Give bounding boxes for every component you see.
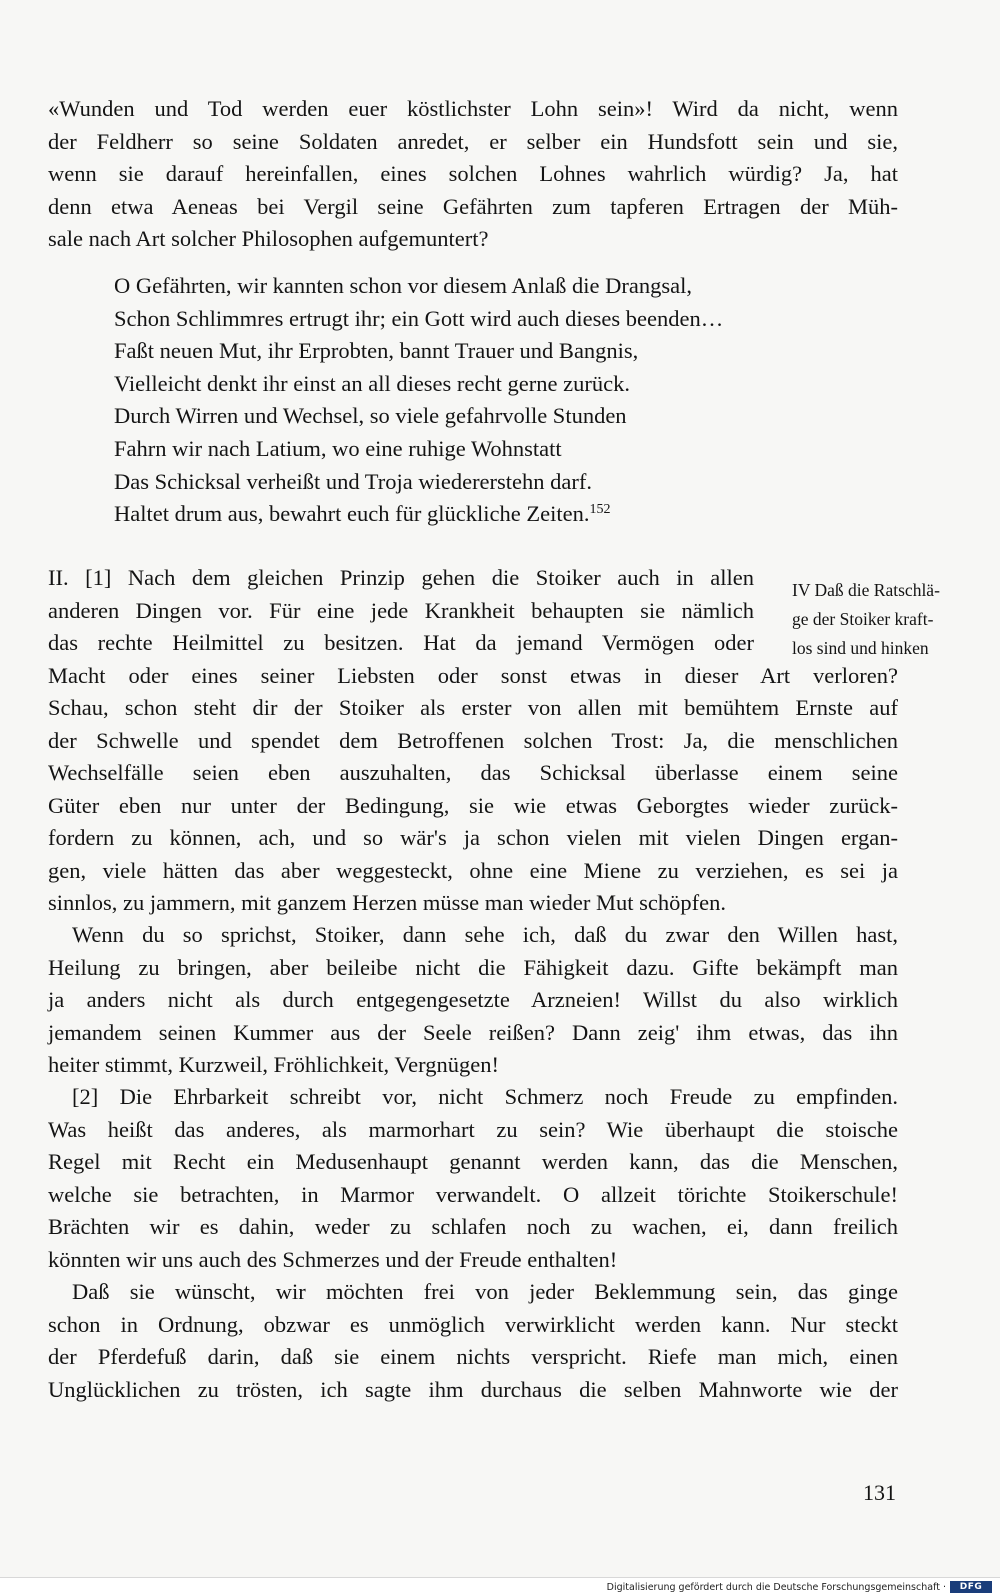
text-line: II. [1] Nach dem gleichen Prinzip gehen die Stoiker auch in allen [48, 565, 754, 590]
footnote-marker: 152 [589, 502, 611, 518]
text-line: der Feldherr so seine Soldaten anredet, er selber ein Hundsfott sein und sie, [48, 128, 898, 154]
text-line: sale nach Art solcher Philosophen aufgemuntert? [48, 226, 489, 251]
verse-line: Vielleicht denkt ihr einst an all dieses recht gerne zurück. [114, 370, 630, 396]
verse-line-last [114, 498, 854, 531]
text-line: könnten wir uns auch des Schmerzes und der Freude enthalten! [48, 1246, 618, 1272]
dfg-logo-icon: DFG [950, 1581, 992, 1593]
text-line: Macht oder eines seiner Liebsten oder sonst etwas in dieser Art verloren? [48, 662, 898, 688]
footer-text: Digitalisierung gefördert durch die Deutsche Forschungsgemeinschaft · [606, 1582, 946, 1593]
text-line: das rechte Heilmittel zu besitzen. Hat da jemand Vermögen oder [48, 630, 754, 655]
text-line: Was heißt das anderes, als marmorhart zu sein? Wie überhaupt die stoische [48, 1116, 898, 1142]
text-line: heiter stimmt, Kurzweil, Fröhlichkeit, Vergnügen! [48, 1052, 499, 1077]
text-line: Brächten wir es dahin, weder zu schlafen noch zu wachen, ei, dann freilich [48, 1214, 898, 1239]
verse-line: Faßt neuen Mut, ihr Erprobten, bannt Trauer und Bangnis, [114, 338, 639, 364]
paragraph-4 [48, 1081, 898, 1276]
text-line: Wenn du so sprichst, Stoiker, dann sehe ich, daß du zwar den Willen hast, [72, 922, 898, 947]
text-line: anderen Dingen vor. Für eine jede Krankheit behaupten sie nämlich [48, 597, 754, 623]
text-line: Heilung zu bringen, aber beileibe nicht die Fähigkeit dazu. Gifte bekämpft man [48, 954, 898, 980]
text-line: fordern zu können, ach, und so wär's ja schon vielen mit vielen Dingen ergan- [48, 825, 898, 850]
text-line: jemandem seinen Kummer aus der Seele reißen? Dann zeig' ihm etwas, das ihn [48, 1019, 898, 1045]
margin-note [792, 576, 1000, 663]
text-line: [2] Die Ehrbarkeit schreibt vor, nicht Schmerz noch Freude zu empfinden. [72, 1084, 898, 1109]
verse-line: Das Schicksal verheißt und Troja wiedererstehn darf. [114, 468, 593, 494]
margin-note-line: ge der Stoiker kraft- [792, 609, 934, 629]
paragraph-2 [48, 562, 898, 920]
verse-line-text: Haltet drum aus, bewahrt euch für glückliche Zeiten. [114, 501, 590, 527]
text-line: Schau, schon steht dir der Stoiker als erster von allen mit bemühtem Ernste auf [48, 695, 898, 720]
text-line: Unglücklichen zu trösten, ich sagte ihm durchaus die selben Mahnworte wie der [48, 1376, 898, 1402]
page-number: 131 [863, 1480, 896, 1505]
verse-line: Durch Wirren und Wechsel, so viele gefahrvolle Stunden [114, 403, 627, 429]
text-line: ja anders nicht als durch entgegengesetzte Arzneien! Willst du also wirklich [48, 987, 898, 1012]
text-line: gen, viele hätten das aber weggesteckt, ohne eine Miene zu verziehen, es sei ja [48, 857, 898, 883]
text-line: «Wunden und Tod werden euer köstlichster Lohn sein»! Wird da nicht, wenn [48, 96, 898, 121]
text-line: Güter eben nur unter der Bedingung, sie wie etwas Geborgtes wieder zurück- [48, 792, 898, 818]
text-line: Wechselfälle seien eben auszuhalten, das Schicksal überlasse einem seine [48, 760, 898, 785]
text-line: der Schwelle und spendet dem Betroffenen solchen Trost: Ja, die menschlichen [48, 727, 898, 753]
paragraph-3 [48, 919, 898, 1082]
text-line: Regel mit Recht ein Medusenhaupt genannt werden kann, das die Menschen, [48, 1149, 898, 1174]
margin-note-line: los sind und hinken [792, 638, 929, 658]
verse-quotation [114, 270, 854, 531]
verse-line: Fahrn wir nach Latium, wo eine ruhige Wohnstatt [114, 435, 562, 461]
text-line: wenn sie darauf hereinfallen, eines solchen Lohnes wahrlich würdig? Ja, hat [48, 161, 898, 186]
paragraph-1 [48, 93, 898, 256]
text-line: sinnlos, zu jammern, mit ganzem Herzen müsse man wieder Mut schöpfen. [48, 890, 726, 915]
text-line: schon in Ordnung, obzwar es unmöglich verwirklicht werden kann. Nur steckt [48, 1311, 898, 1337]
verse-line: O Gefährten, wir kannten schon vor diesem Anlaß die Drangsal, [114, 273, 692, 298]
margin-note-line: IV Daß die Ratschlä- [792, 580, 940, 600]
text-line: welche sie betrachten, in Marmor verwandelt. O allzeit törichte Stoikerschule! [48, 1181, 898, 1207]
paragraph-5 [48, 1276, 898, 1406]
text-line: Daß sie wünscht, wir möchten frei von jeder Beklemmung sein, das ginge [72, 1279, 898, 1304]
text-line: der Pferdefuß darin, daß sie einem nichts verspricht. Riefe man mich, einen [48, 1344, 898, 1369]
footer-bar [0, 1577, 1000, 1596]
verse-line: Schon Schlimmres ertrugt ihr; ein Gott wird auch dieses beenden… [114, 305, 724, 331]
text-line: denn etwa Aeneas bei Vergil seine Gefährten zum tapferen Ertragen der Müh- [48, 193, 898, 219]
